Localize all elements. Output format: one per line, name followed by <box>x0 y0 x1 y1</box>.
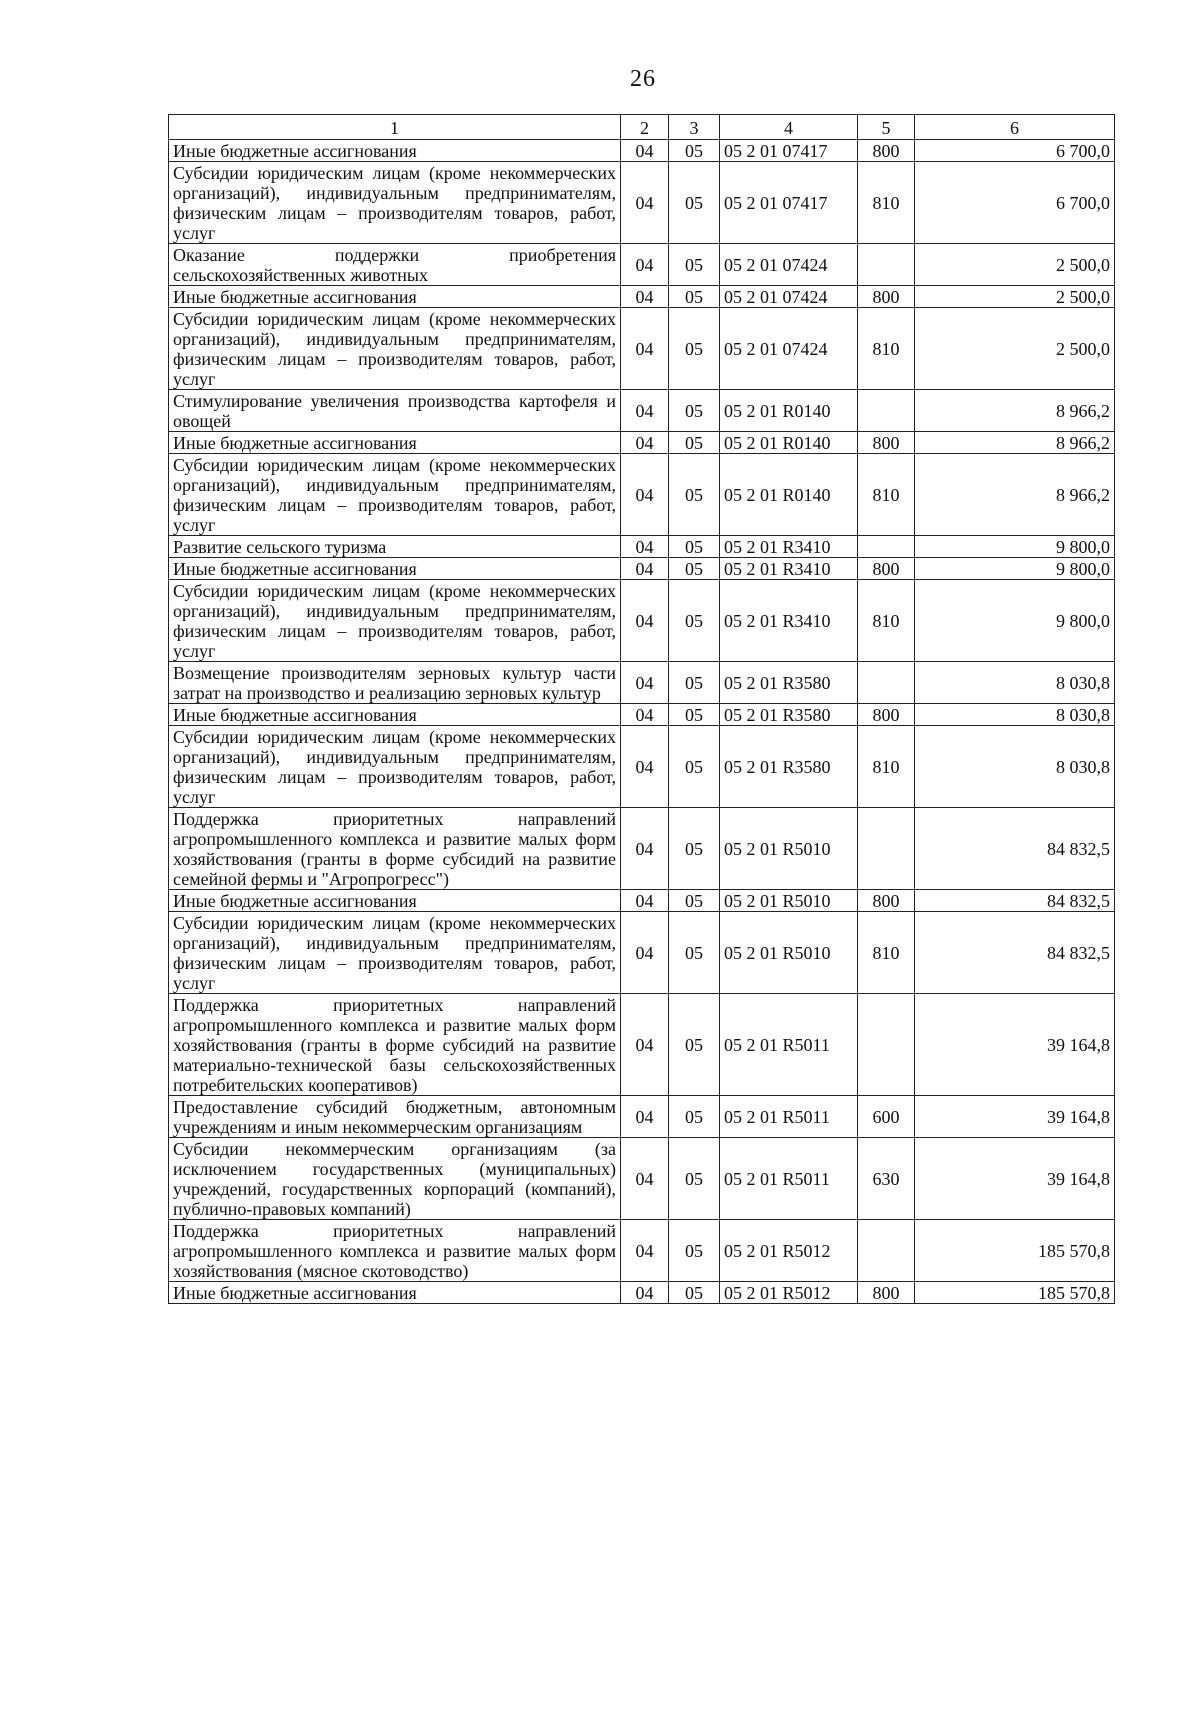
row-subsection-cell: 05 <box>669 1096 720 1138</box>
row-section-cell: 04 <box>621 244 669 286</box>
table-row <box>169 1220 1115 1282</box>
page-number: 26 <box>630 66 656 92</box>
row-target-code-cell: 05 2 01 07417 <box>720 140 858 162</box>
row-expense-type-cell: 800 <box>858 558 915 580</box>
row-amount-cell: 9 800,0 <box>915 580 1115 662</box>
header-col-5: 5 <box>858 115 915 140</box>
header-col-3: 3 <box>669 115 720 140</box>
row-section-cell: 04 <box>621 308 669 390</box>
table-row <box>169 390 1115 432</box>
table-row <box>169 162 1115 244</box>
row-name-cell: Иные бюджетные ассигнования <box>169 704 621 726</box>
row-target-code-cell: 05 2 01 R0140 <box>720 390 858 432</box>
row-section-cell: 04 <box>621 558 669 580</box>
table-row <box>169 140 1115 162</box>
row-name-cell: Субсидии юридическим лицам (кроме некоммерческих организаций), индивидуальным предпринимателям, физическим лицам – производителям товаров, работ, услуг <box>169 162 621 244</box>
row-amount-cell: 185 570,8 <box>915 1220 1115 1282</box>
row-target-code-cell: 05 2 01 R5010 <box>720 912 858 994</box>
row-section-cell: 04 <box>621 912 669 994</box>
row-amount-cell: 84 832,5 <box>915 808 1115 890</box>
table-row <box>169 1096 1115 1138</box>
row-name-cell: Оказание поддержки приобретения сельскохозяйственных животных <box>169 244 621 286</box>
row-target-code-cell: 05 2 01 R3580 <box>720 662 858 704</box>
table-row <box>169 726 1115 808</box>
row-section-cell: 04 <box>621 432 669 454</box>
row-subsection-cell: 05 <box>669 536 720 558</box>
row-target-code-cell: 05 2 01 R0140 <box>720 454 858 536</box>
row-subsection-cell: 05 <box>669 286 720 308</box>
table-row <box>169 1282 1115 1304</box>
row-section-cell: 04 <box>621 1282 669 1304</box>
row-amount-cell: 39 164,8 <box>915 994 1115 1096</box>
row-section-cell: 04 <box>621 580 669 662</box>
row-subsection-cell: 05 <box>669 390 720 432</box>
row-amount-cell: 9 800,0 <box>915 536 1115 558</box>
table-header <box>169 115 1115 140</box>
row-target-code-cell: 05 2 01 R3410 <box>720 558 858 580</box>
row-target-code-cell: 05 2 01 R5010 <box>720 808 858 890</box>
row-expense-type-cell <box>858 390 915 432</box>
table-row <box>169 536 1115 558</box>
row-section-cell: 04 <box>621 454 669 536</box>
row-expense-type-cell: 800 <box>858 890 915 912</box>
row-expense-type-cell <box>858 536 915 558</box>
table-row <box>169 890 1115 912</box>
row-name-cell: Иные бюджетные ассигнования <box>169 1282 621 1304</box>
row-name-cell: Субсидии юридическим лицам (кроме некоммерческих организаций), индивидуальным предпринимателям, физическим лицам – производителям товаров, работ, услуг <box>169 580 621 662</box>
row-target-code-cell: 05 2 01 R0140 <box>720 432 858 454</box>
row-expense-type-cell: 810 <box>858 912 915 994</box>
row-section-cell: 04 <box>621 662 669 704</box>
row-subsection-cell: 05 <box>669 162 720 244</box>
row-expense-type-cell <box>858 244 915 286</box>
row-amount-cell: 39 164,8 <box>915 1096 1115 1138</box>
row-name-cell: Иные бюджетные ассигнования <box>169 558 621 580</box>
row-target-code-cell: 05 2 01 R5011 <box>720 1096 858 1138</box>
table-row <box>169 244 1115 286</box>
row-expense-type-cell: 800 <box>858 704 915 726</box>
table-row <box>169 580 1115 662</box>
row-subsection-cell: 05 <box>669 662 720 704</box>
row-expense-type-cell: 810 <box>858 580 915 662</box>
row-amount-cell: 2 500,0 <box>915 244 1115 286</box>
table-row <box>169 704 1115 726</box>
row-expense-type-cell <box>858 994 915 1096</box>
table-row <box>169 994 1115 1096</box>
table-row <box>169 662 1115 704</box>
row-subsection-cell: 05 <box>669 808 720 890</box>
row-target-code-cell: 05 2 01 R5012 <box>720 1282 858 1304</box>
row-expense-type-cell: 600 <box>858 1096 915 1138</box>
row-amount-cell: 39 164,8 <box>915 1138 1115 1220</box>
row-subsection-cell: 05 <box>669 454 720 536</box>
table-row <box>169 1138 1115 1220</box>
row-target-code-cell: 05 2 01 07417 <box>720 162 858 244</box>
row-expense-type-cell <box>858 808 915 890</box>
table-body <box>169 140 1115 1304</box>
row-section-cell: 04 <box>621 808 669 890</box>
table-row <box>169 912 1115 994</box>
row-expense-type-cell: 810 <box>858 454 915 536</box>
table-row <box>169 432 1115 454</box>
header-row <box>169 115 1115 140</box>
row-name-cell: Субсидии некоммерческим организациям (за исключением государственных (муниципальных) учреждений, государственных корпораций (компаний), публично-правовых компаний) <box>169 1138 621 1220</box>
header-col-1: 1 <box>169 115 621 140</box>
row-amount-cell: 8 966,2 <box>915 432 1115 454</box>
row-subsection-cell: 05 <box>669 580 720 662</box>
row-name-cell: Субсидии юридическим лицам (кроме некоммерческих организаций), индивидуальным предпринимателям, физическим лицам – производителям товаров, работ, услуг <box>169 454 621 536</box>
row-subsection-cell: 05 <box>669 726 720 808</box>
row-amount-cell: 8 030,8 <box>915 726 1115 808</box>
table-row <box>169 308 1115 390</box>
row-section-cell: 04 <box>621 1220 669 1282</box>
row-name-cell: Субсидии юридическим лицам (кроме некоммерческих организаций), индивидуальным предпринимателям, физическим лицам – производителям товаров, работ, услуг <box>169 912 621 994</box>
header-col-2: 2 <box>621 115 669 140</box>
row-target-code-cell: 05 2 01 R5012 <box>720 1220 858 1282</box>
row-name-cell: Иные бюджетные ассигнования <box>169 432 621 454</box>
row-subsection-cell: 05 <box>669 994 720 1096</box>
header-col-6: 6 <box>915 115 1115 140</box>
row-target-code-cell: 05 2 01 07424 <box>720 308 858 390</box>
row-amount-cell: 2 500,0 <box>915 286 1115 308</box>
row-amount-cell: 9 800,0 <box>915 558 1115 580</box>
row-target-code-cell: 05 2 01 R3580 <box>720 726 858 808</box>
row-name-cell: Субсидии юридическим лицам (кроме некоммерческих организаций), индивидуальным предпринимателям, физическим лицам – производителям товаров, работ, услуг <box>169 308 621 390</box>
row-section-cell: 04 <box>621 726 669 808</box>
table-row <box>169 808 1115 890</box>
row-name-cell: Иные бюджетные ассигнования <box>169 140 621 162</box>
row-target-code-cell: 05 2 01 R5011 <box>720 994 858 1096</box>
row-expense-type-cell: 630 <box>858 1138 915 1220</box>
row-section-cell: 04 <box>621 1138 669 1220</box>
row-subsection-cell: 05 <box>669 912 720 994</box>
row-amount-cell: 8 966,2 <box>915 390 1115 432</box>
row-expense-type-cell: 810 <box>858 162 915 244</box>
row-name-cell: Иные бюджетные ассигнования <box>169 890 621 912</box>
row-target-code-cell: 05 2 01 R3410 <box>720 536 858 558</box>
row-subsection-cell: 05 <box>669 1138 720 1220</box>
row-expense-type-cell: 800 <box>858 432 915 454</box>
row-amount-cell: 8 966,2 <box>915 454 1115 536</box>
row-section-cell: 04 <box>621 390 669 432</box>
row-section-cell: 04 <box>621 704 669 726</box>
budget-table <box>168 114 1115 1304</box>
table-row <box>169 558 1115 580</box>
row-name-cell: Иные бюджетные ассигнования <box>169 286 621 308</box>
row-subsection-cell: 05 <box>669 244 720 286</box>
row-name-cell: Возмещение производителям зерновых культур части затрат на производство и реализацию зерновых культур <box>169 662 621 704</box>
row-section-cell: 04 <box>621 162 669 244</box>
row-expense-type-cell <box>858 662 915 704</box>
row-name-cell: Развитие сельского туризма <box>169 536 621 558</box>
row-amount-cell: 84 832,5 <box>915 912 1115 994</box>
row-section-cell: 04 <box>621 1096 669 1138</box>
row-amount-cell: 6 700,0 <box>915 162 1115 244</box>
row-amount-cell: 8 030,8 <box>915 662 1115 704</box>
row-expense-type-cell: 800 <box>858 1282 915 1304</box>
row-name-cell: Поддержка приоритетных направлений агропромышленного комплекса и развитие малых форм хозяйствования (гранты в форме субсидий на развитие семейной фермы и "Агропрогресс") <box>169 808 621 890</box>
row-target-code-cell: 05 2 01 07424 <box>720 244 858 286</box>
row-subsection-cell: 05 <box>669 432 720 454</box>
row-target-code-cell: 05 2 01 R5011 <box>720 1138 858 1220</box>
row-target-code-cell: 05 2 01 R3580 <box>720 704 858 726</box>
row-amount-cell: 6 700,0 <box>915 140 1115 162</box>
row-subsection-cell: 05 <box>669 308 720 390</box>
row-name-cell: Субсидии юридическим лицам (кроме некоммерческих организаций), индивидуальным предпринимателям, физическим лицам – производителям товаров, работ, услуг <box>169 726 621 808</box>
row-subsection-cell: 05 <box>669 1282 720 1304</box>
table-row <box>169 454 1115 536</box>
row-name-cell: Предоставление субсидий бюджетным, автономным учреждениям и иным некоммерческим организациям <box>169 1096 621 1138</box>
row-expense-type-cell: 800 <box>858 140 915 162</box>
row-section-cell: 04 <box>621 994 669 1096</box>
row-expense-type-cell: 810 <box>858 308 915 390</box>
row-target-code-cell: 05 2 01 R5010 <box>720 890 858 912</box>
row-name-cell: Стимулирование увеличения производства картофеля и овощей <box>169 390 621 432</box>
row-subsection-cell: 05 <box>669 558 720 580</box>
row-target-code-cell: 05 2 01 07424 <box>720 286 858 308</box>
row-amount-cell: 8 030,8 <box>915 704 1115 726</box>
row-section-cell: 04 <box>621 536 669 558</box>
row-expense-type-cell: 810 <box>858 726 915 808</box>
row-section-cell: 04 <box>621 286 669 308</box>
row-subsection-cell: 05 <box>669 140 720 162</box>
row-name-cell: Поддержка приоритетных направлений агропромышленного комплекса и развитие малых форм хозяйствования (мясное скотоводство) <box>169 1220 621 1282</box>
row-subsection-cell: 05 <box>669 1220 720 1282</box>
row-target-code-cell: 05 2 01 R3410 <box>720 580 858 662</box>
row-expense-type-cell: 800 <box>858 286 915 308</box>
row-amount-cell: 84 832,5 <box>915 890 1115 912</box>
row-subsection-cell: 05 <box>669 704 720 726</box>
row-amount-cell: 2 500,0 <box>915 308 1115 390</box>
row-amount-cell: 185 570,8 <box>915 1282 1115 1304</box>
header-col-4: 4 <box>720 115 858 140</box>
row-subsection-cell: 05 <box>669 890 720 912</box>
row-name-cell: Поддержка приоритетных направлений агропромышленного комплекса и развитие малых форм хозяйствования (гранты в форме субсидий на развитие материально-технической базы сельскохозяйственных потребительских кооперативов) <box>169 994 621 1096</box>
row-expense-type-cell <box>858 1220 915 1282</box>
table-row <box>169 286 1115 308</box>
row-section-cell: 04 <box>621 890 669 912</box>
row-section-cell: 04 <box>621 140 669 162</box>
